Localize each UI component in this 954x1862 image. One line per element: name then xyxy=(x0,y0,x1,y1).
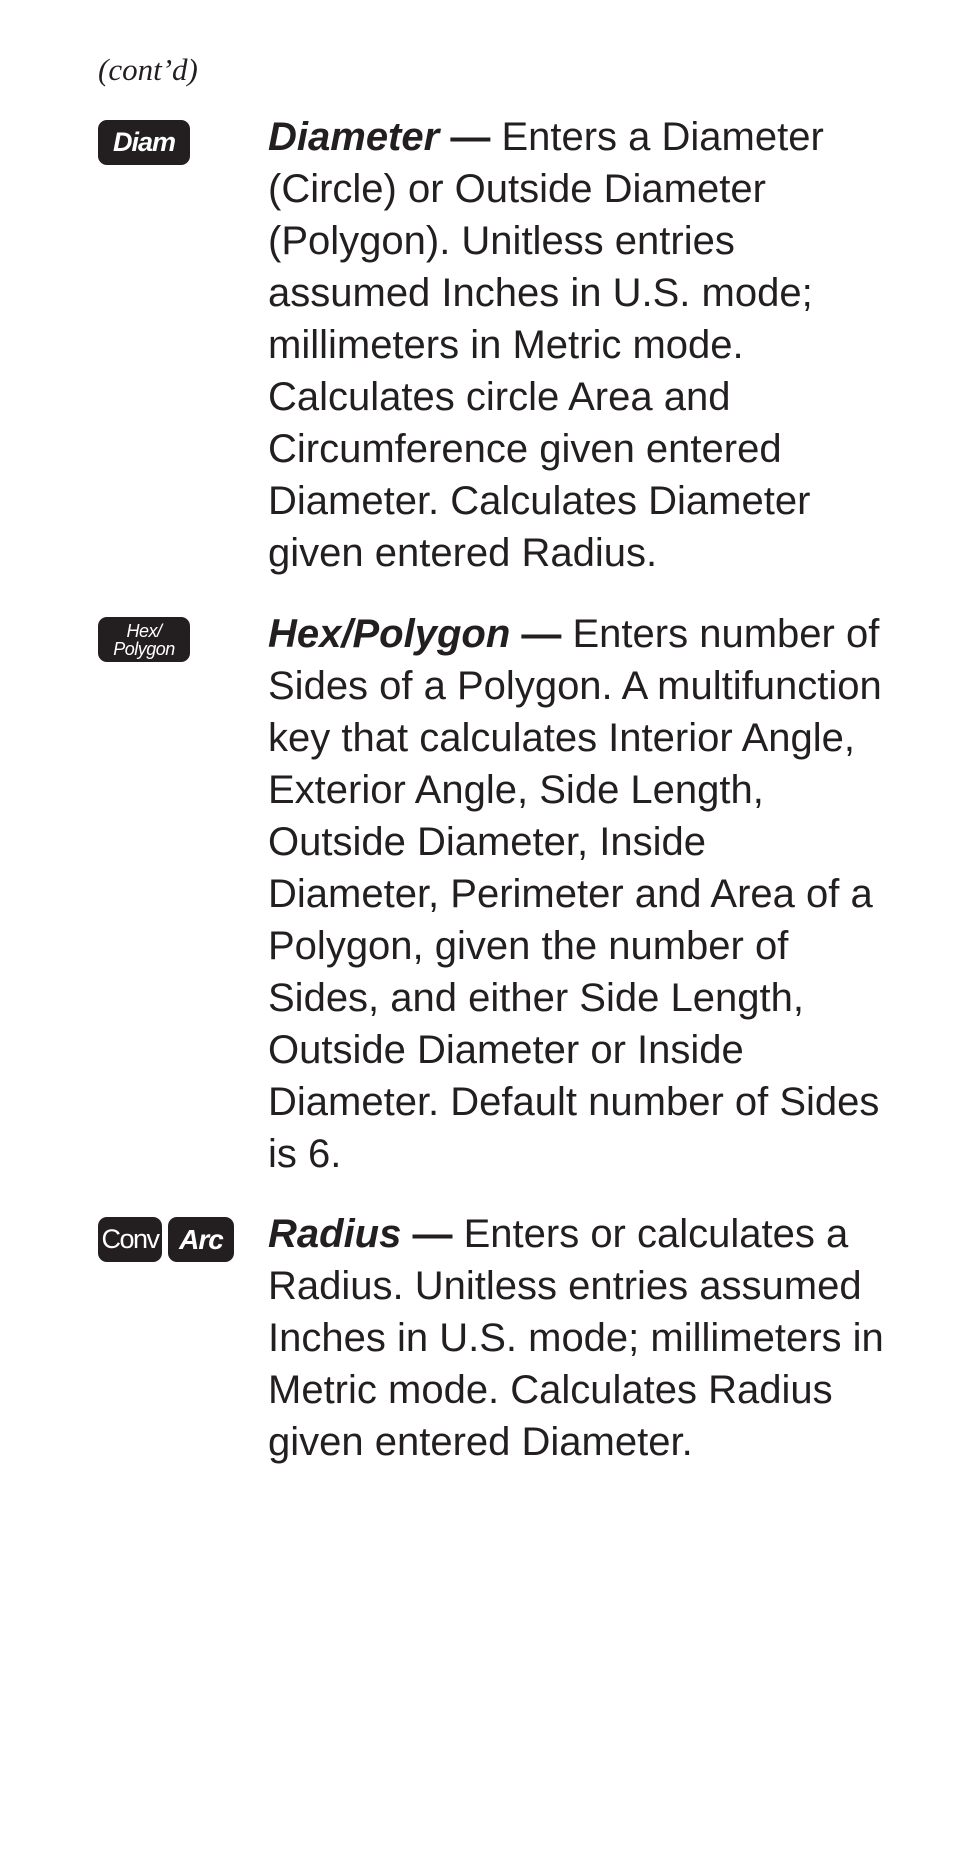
radius-description xyxy=(268,1208,888,1468)
radius-key-group xyxy=(98,1217,234,1262)
hex-polygon-key-icon xyxy=(98,617,190,662)
polygon-key-line: Polygon xyxy=(113,638,175,659)
hex-polygon-text: Enters number of Sides of a Polygon. A multifunction key that calculates Interior Angle, Exterior Angle, Side Length, Outside Diameter, Inside Diameter, Perimeter and Area of a Polygon, given the number of Sides, and either Side Length, Outside Diameter or Inside Diameter. Default number of Sides is 6. xyxy=(268,612,882,1176)
hex-polygon-description xyxy=(268,608,888,1180)
radius-term: Radius xyxy=(268,1212,402,1256)
hex-key-line: Hex/ xyxy=(126,620,162,641)
diameter-key-group xyxy=(98,120,190,165)
diameter-term: Diameter xyxy=(268,115,440,159)
conv-key-icon: Conv xyxy=(98,1217,162,1262)
radius-text: Enters or calculates a Radius. Unitless entries assumed Inches in U.S. mode; millimeters in Metric mode. Calculates Radius given entered Diameter. xyxy=(268,1212,884,1464)
radius-dash: — xyxy=(401,1212,464,1256)
arc-key-icon: Arc xyxy=(168,1217,234,1262)
hex-polygon-dash: — xyxy=(510,612,573,656)
diameter-description xyxy=(268,111,888,579)
diameter-text: Enters a Diameter (Circle) or Outside Diameter (Polygon). Unitless entries assumed Inches in U.S. mode; millimeters in Metric mode. Calculates circle Area and Circumference given entered Diameter. Calculates Diameter given entered Radius. xyxy=(268,115,824,575)
hex-polygon-term: Hex/Polygon xyxy=(268,612,511,656)
hex-polygon-key-group xyxy=(98,617,190,662)
diam-key-icon: Diam xyxy=(98,120,190,165)
continued-label: (cont’d) xyxy=(98,52,198,87)
diameter-dash: — xyxy=(439,115,502,159)
